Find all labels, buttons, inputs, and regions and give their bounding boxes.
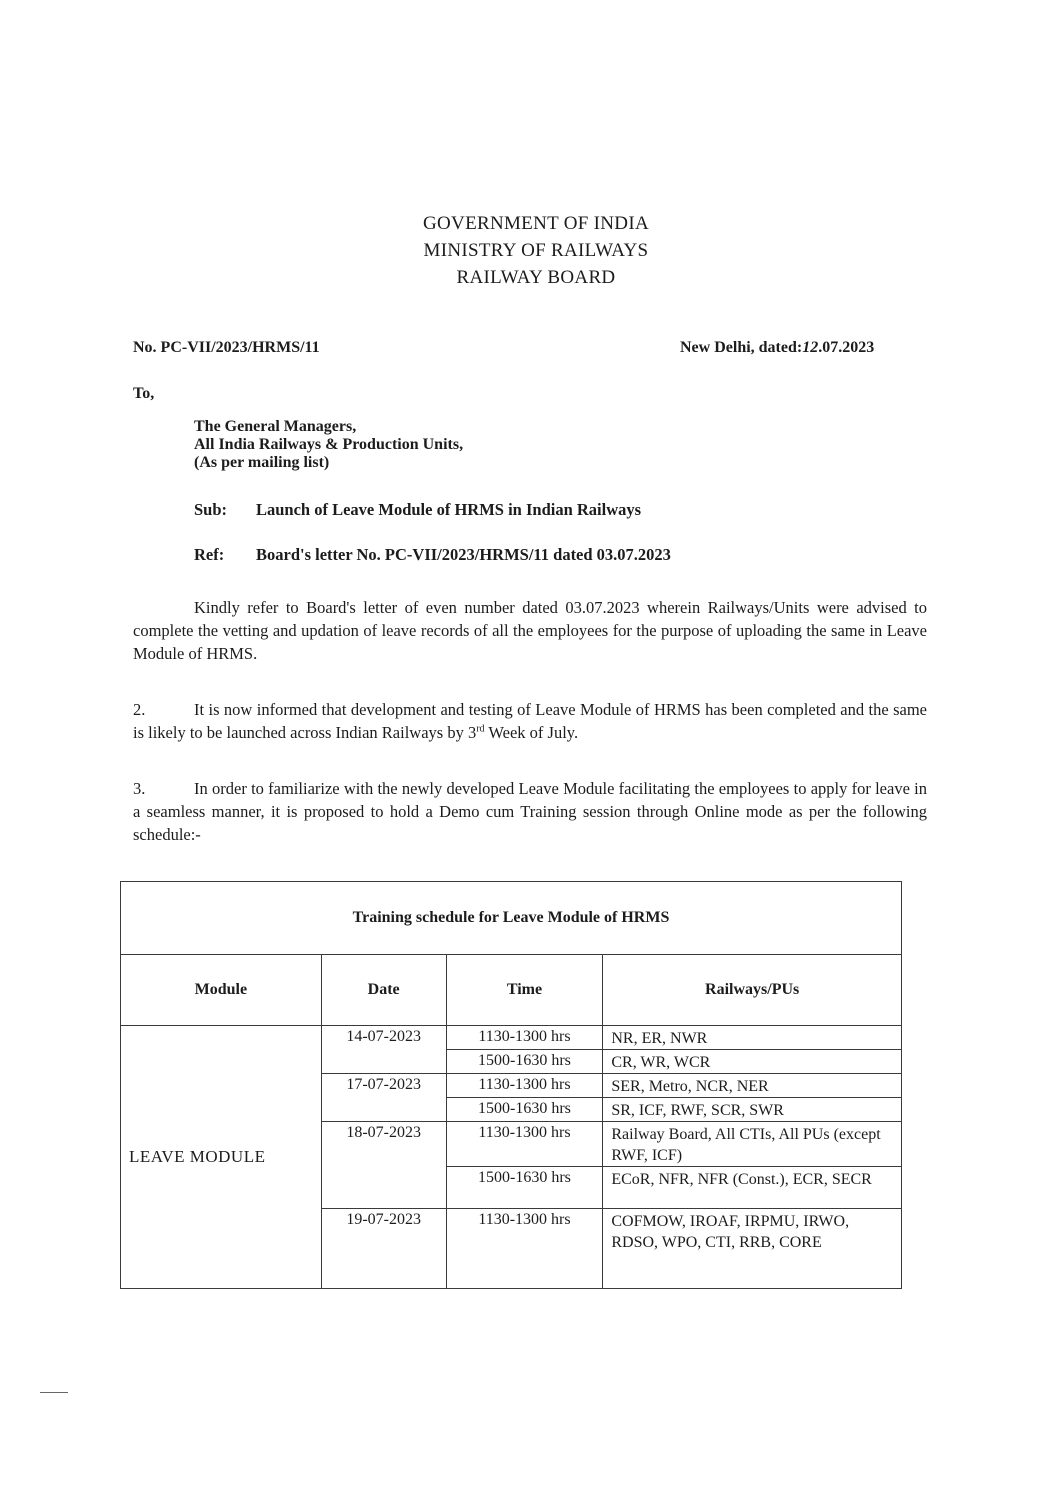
paragraph-3 (133, 777, 927, 846)
date-rest: .07.2023 (818, 339, 875, 356)
time-cell: 1500-1630 hrs (446, 1050, 603, 1074)
paragraph-3-text: In order to familiarize with the newly developed Leave Module facilitating the employees to apply for leave in a seamless manner, it is proposed to hold a Demo cum Training session through Online mode as per the following schedule:- (133, 779, 927, 844)
letterhead-line-1: GOVERNMENT OF INDIA (423, 213, 649, 234)
ordinal-suffix: rd (476, 723, 485, 735)
time-cell: 1500-1630 hrs (446, 1098, 603, 1122)
subject-text: Launch of Leave Module of HRMS in Indian Railways (256, 500, 642, 519)
to-label: To, (133, 385, 155, 402)
letterhead (0, 210, 1058, 291)
letter-number: No. PC-VII/2023/HRMS/11 (133, 339, 320, 356)
date-cell: 17-07-2023 (321, 1074, 446, 1122)
time-cell: 1130-1300 hrs (446, 1122, 603, 1167)
time-cell: 1500-1630 hrs (446, 1167, 603, 1209)
addressee-line: (As per mailing list) (194, 454, 330, 471)
training-schedule-table (120, 881, 902, 1289)
date-prefix: New Delhi, dated: (680, 339, 803, 356)
scan-mark (40, 1392, 68, 1393)
module-cell: LEAVE MODULE (121, 1026, 322, 1289)
paragraph-2-end: Week of July. (484, 723, 579, 742)
table-row (121, 1026, 902, 1050)
reference-line (194, 545, 671, 565)
subject-label: Sub: (194, 500, 228, 519)
table-caption: Training schedule for Leave Module of HRMS (121, 882, 902, 955)
time-cell: 1130-1300 hrs (446, 1074, 603, 1098)
time-cell: 1130-1300 hrs (446, 1209, 603, 1289)
railways-cell: COFMOW, IROAF, IRPMU, IRWO, RDSO, WPO, CTI, RRB, CORE (603, 1209, 902, 1289)
date-cell: 19-07-2023 (321, 1209, 446, 1289)
railways-cell: CR, WR, WCR (603, 1050, 902, 1074)
paragraph-number: 2. (133, 700, 146, 719)
railways-cell: SER, Metro, NCR, NER (603, 1074, 902, 1098)
letter-date (680, 339, 874, 357)
letterhead-line-2: MINISTRY OF RAILWAYS (423, 240, 649, 261)
letterhead-line-3: RAILWAY BOARD (456, 267, 616, 288)
addressee-line: The General Managers, (194, 418, 357, 435)
railways-cell: SR, ICF, RWF, SCR, SWR (603, 1098, 902, 1122)
header-module: Module (121, 955, 322, 1026)
addressee-line: All India Railways & Production Units, (194, 436, 464, 453)
header-date: Date (321, 955, 446, 1026)
table-header-row (121, 955, 902, 1026)
railways-cell: Railway Board, All CTIs, All PUs (except RWF, ICF) (603, 1122, 902, 1167)
paragraph-2 (133, 698, 927, 744)
addressee-block (194, 418, 463, 472)
paragraph-2-text: It is now informed that development and testing of Leave Module of HRMS has been completed and the same is likely to be launched across Indian Railways by 3 (133, 700, 927, 742)
time-cell: 1130-1300 hrs (446, 1026, 603, 1050)
header-railways: Railways/PUs (603, 955, 902, 1026)
date-cell: 14-07-2023 (321, 1026, 446, 1074)
date-day: 12 (802, 339, 819, 356)
railways-cell: ECoR, NFR, NFR (Const.), ECR, SECR (603, 1167, 902, 1209)
paragraph-1: Kindly refer to Board's letter of even number dated 03.07.2023 wherein Railways/Units were advised to complete the vetting and updation of leave records of all the employees for the purpose of uploading the same in Leave Module of HRMS. (133, 598, 927, 663)
railways-cell: NR, ER, NWR (603, 1026, 902, 1050)
subject-line (194, 500, 641, 520)
reference-label: Ref: (194, 545, 225, 564)
reference-text: Board's letter No. PC-VII/2023/HRMS/11 dated 03.07.2023 (256, 545, 671, 564)
date-cell: 18-07-2023 (321, 1122, 446, 1209)
header-time: Time (446, 955, 603, 1026)
paragraph-number: 3. (133, 779, 146, 798)
